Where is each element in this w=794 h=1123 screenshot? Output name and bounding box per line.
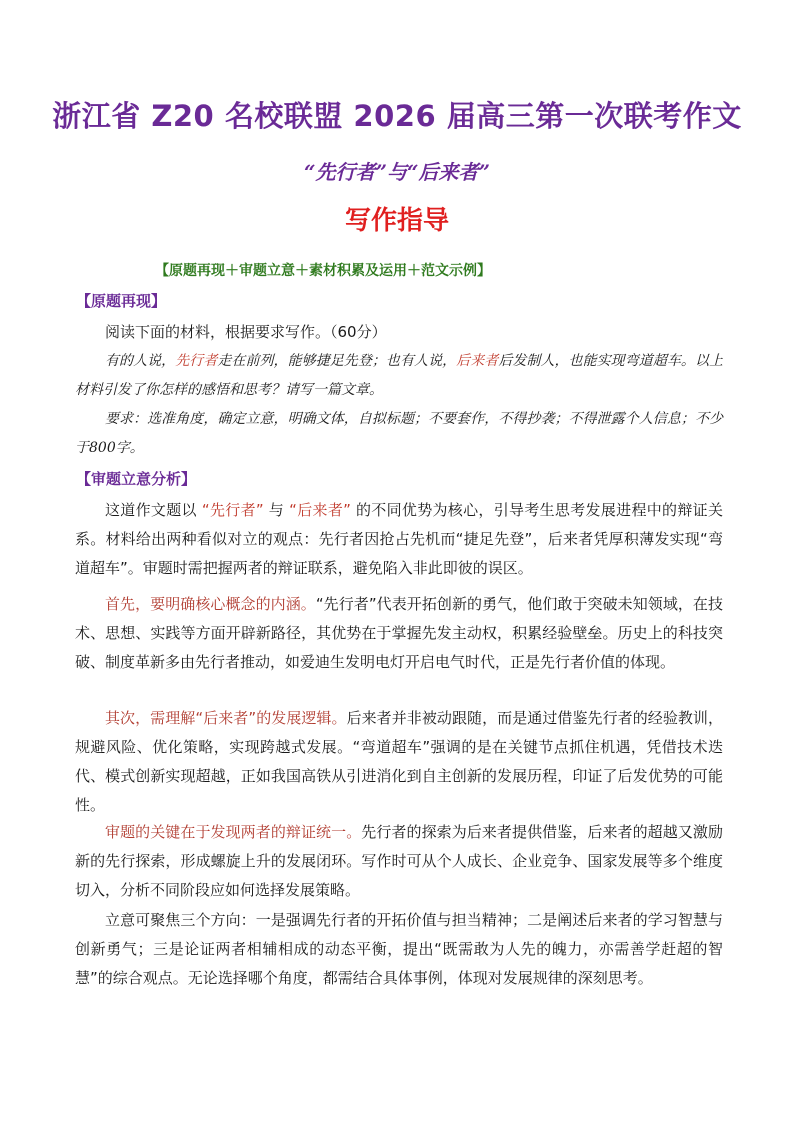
keyword-latecomer: 后来者 <box>456 353 499 369</box>
analysis-heading: 【审题立意分析】 <box>76 470 197 488</box>
p4-lead: 审题的关键在于发现两者的辩证统一。 <box>105 823 362 841</box>
material-text-c: 后发制人，也能实现弯道超车。以上材料引发了你怎样的感悟和思考？请写一篇文章。 <box>75 353 724 398</box>
document-subtitle: “先行者”与“后来者” <box>303 160 490 184</box>
original-question-heading: 【原题再现】 <box>76 292 167 310</box>
material-text-a: 有的人说， <box>105 353 176 369</box>
p1-text-b: 与 <box>268 501 285 519</box>
p4-body: 先行者的探索为后来者提供借鉴，后来者的超越又激励新的先行探索，形成螺旋上升的发展闭环。写作时可从个人成长、企业竞争、国家发展等多个维度切入，分析不同阶段应如何选择发展策略。 <box>75 823 723 899</box>
p3-body: 后来者并非被动跟随，而是通过借鉴先行者的经验教训，规避风险、优化策略，实现跨越式发展。“弯道超车”强调的是在关键节点抓住机遇，凭借技术迭代、模式创新实现超越，正如我国高铁从引进消化到自主创新的发展历程，印证了后发优势的可能性。 <box>75 709 723 814</box>
analysis-paragraph-3 <box>75 704 723 820</box>
p1-keyword-latecomer: “后来者” <box>289 501 351 519</box>
keyword-pioneer: 先行者 <box>175 353 218 369</box>
p1-text-c: 的不同优势为核心，引导考生思考发展进程中的辩证关系。材料给出两种看似对立的观点：先行者因抢占先机而“捷足先登”，后来者凭厚积薄发实现“弯道超车”。审题时需把握两者的辩证联系，避免陷入非此即彼的误区。 <box>75 501 723 577</box>
section-tagline: 【原题再现＋审题立意＋素材积累及运用＋范文示例】 <box>155 263 491 279</box>
question-intro: 阅读下面的材料，根据要求写作。（60分） <box>105 323 387 341</box>
p2-lead: 首先，要明确核心概念的内涵。 <box>105 595 316 613</box>
p2-body: “先行者”代表开拓创新的勇气，他们敢于突破未知领域，在技术、思想、实践等方面开辟新路径，其优势在于掌握先发主动权，积累经验壁垒。历史上的科技突破、制度革新多由先行者推动，如爱迪生发明电灯开启电气时代，正是先行者价值的体现。 <box>75 595 723 671</box>
p1-text-a: 这道作文题以 <box>105 501 197 519</box>
analysis-paragraph-2 <box>75 590 723 677</box>
analysis-paragraph-4 <box>75 818 723 905</box>
analysis-paragraph-5: 立意可聚焦三个方向：一是强调先行者的开拓价值与担当精神；二是阐述后来者的学习智慧与创新勇气；三是论证两者相辅相成的动态平衡，提出“既需敢为人先的魄力，亦需善学赶超的智慧”的综合观点。无论选择哪个角度，都需结合具体事例，体现对发展规律的深刻思考。 <box>75 911 723 987</box>
p1-keyword-pioneer: “先行者” <box>201 501 264 519</box>
p3-lead: 其次，需理解“后来者”的发展逻辑。 <box>105 709 347 727</box>
material-text-b: 走在前列，能够捷足先登；也有人说， <box>217 353 457 369</box>
guide-heading: 写作指导 <box>344 206 449 236</box>
question-material <box>75 347 723 405</box>
question-requirements: 要求：选准角度，确定立意，明确文体，自拟标题；不要套作，不得抄袭；不得泄露个人信息；不少于800字。 <box>75 411 723 456</box>
document-title: 浙江省 Z20 名校联盟 2026 届高三第一次联考作文 <box>52 99 742 133</box>
analysis-paragraph-1 <box>75 496 723 583</box>
